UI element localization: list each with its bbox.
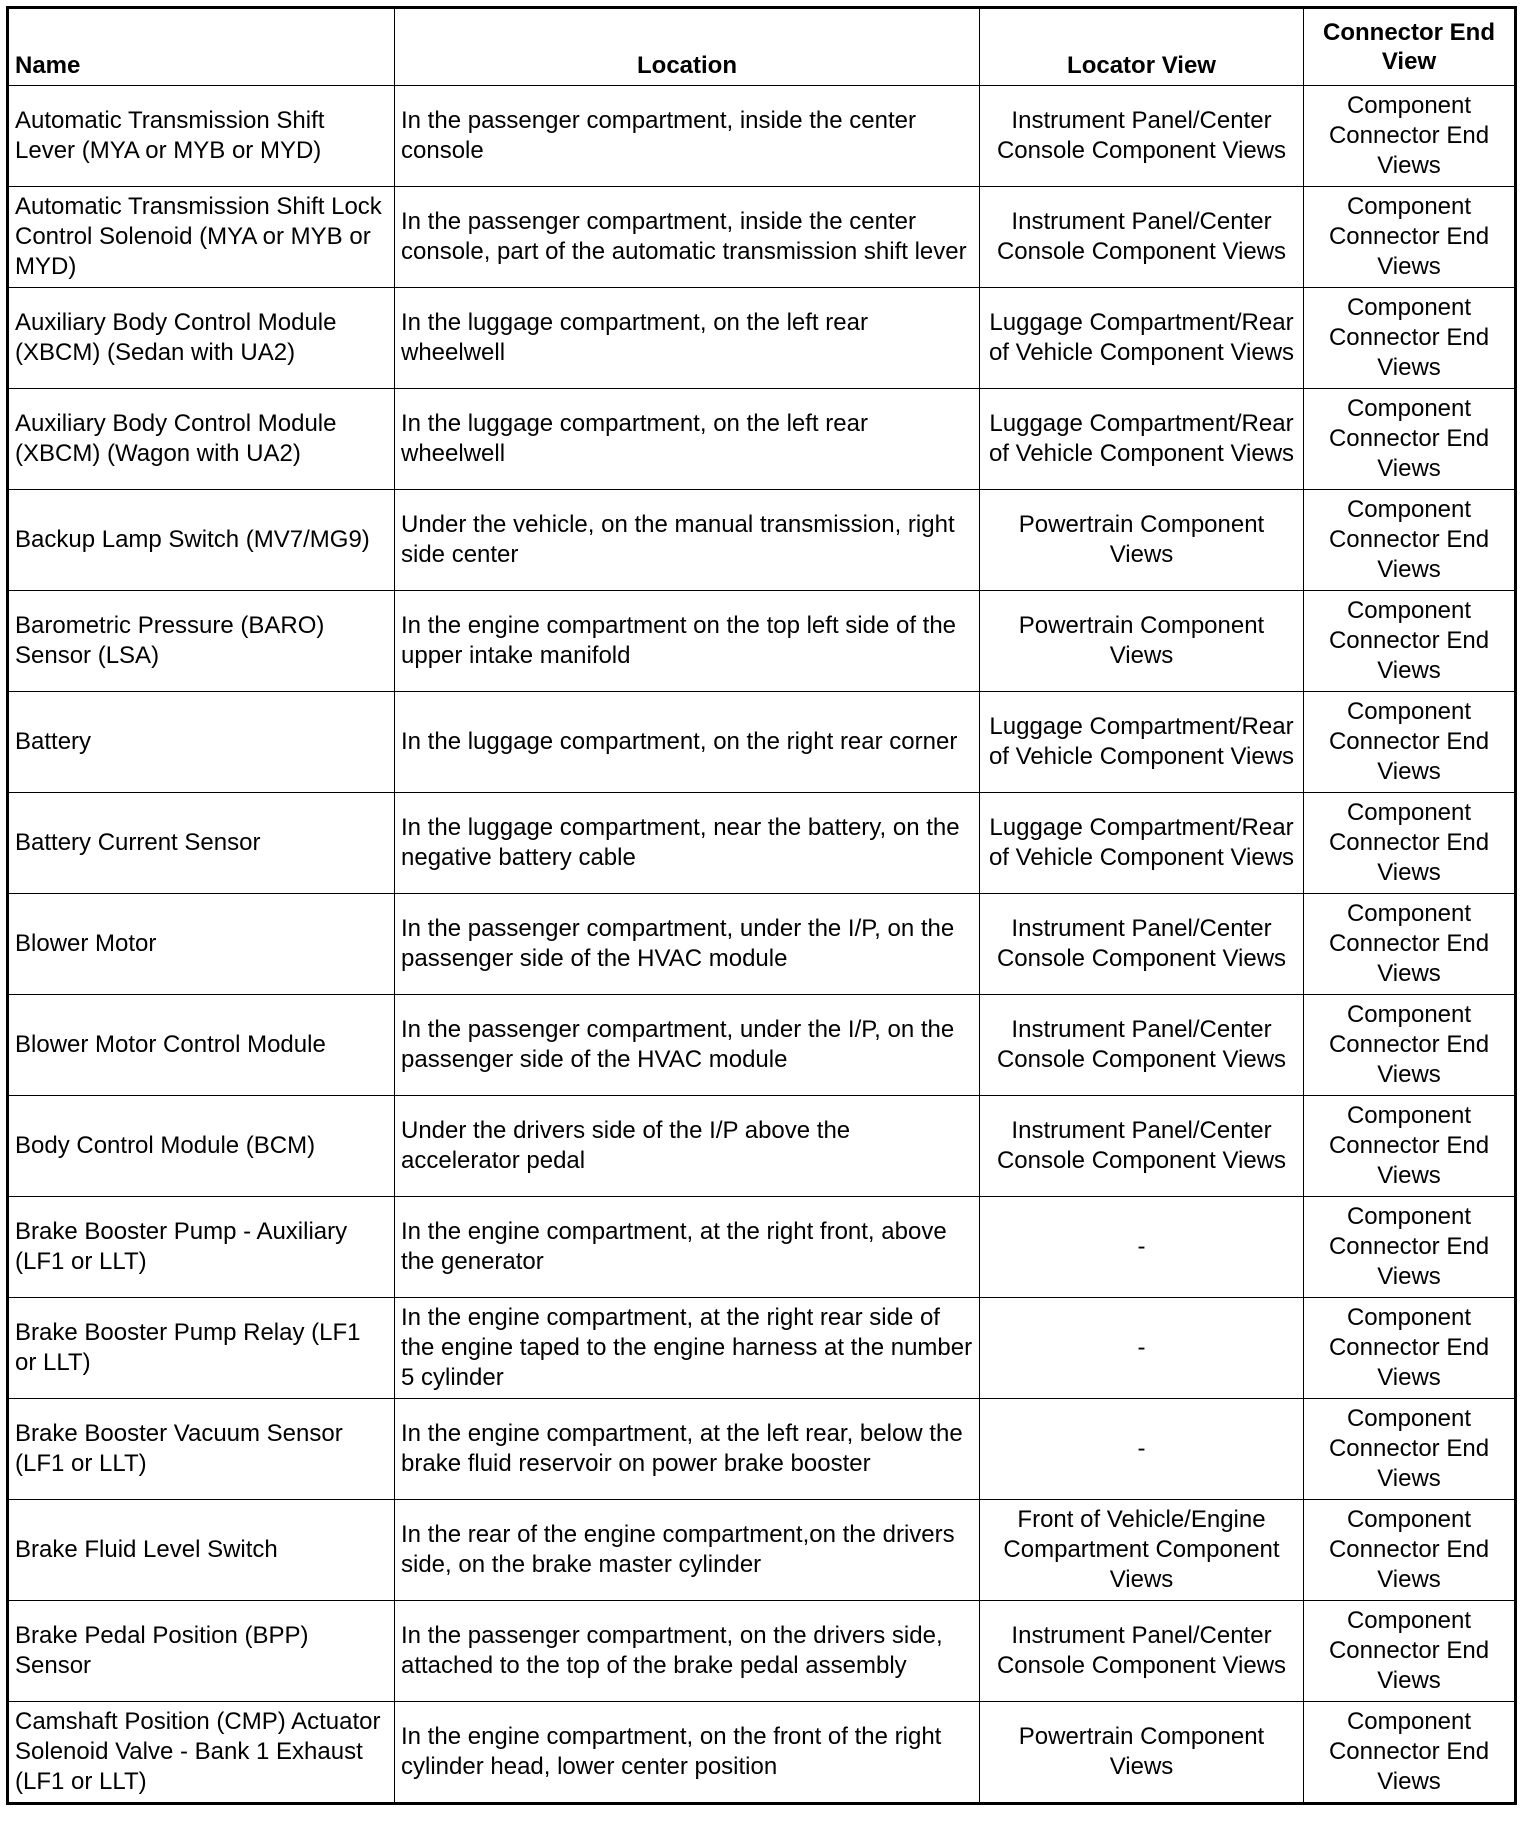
table-row [8, 1096, 1516, 1197]
cell-location: In the passenger compartment, inside the center console [395, 86, 980, 187]
cell-name: Auxiliary Body Control Module (XBCM) (Sedan with UA2) [8, 288, 395, 389]
cell-location: In the luggage compartment, on the right rear corner [395, 692, 980, 793]
header-row [8, 8, 1516, 86]
cell-name: Backup Lamp Switch (MV7/MG9) [8, 490, 395, 591]
cell-connector-end-view: Component Connector End Views [1304, 86, 1516, 187]
header-connector-end-view: Connector End View [1304, 8, 1516, 86]
table-row [8, 894, 1516, 995]
cell-name: Automatic Transmission Shift Lever (MYA or MYB or MYD) [8, 86, 395, 187]
cell-name: Brake Fluid Level Switch [8, 1500, 395, 1601]
cell-connector-end-view: Component Connector End Views [1304, 1702, 1516, 1804]
table-row [8, 86, 1516, 187]
cell-locator-view: Instrument Panel/Center Console Component Views [980, 1096, 1304, 1197]
cell-location: In the luggage compartment, on the left rear wheelwell [395, 288, 980, 389]
table-row [8, 1601, 1516, 1702]
cell-locator-view: Powertrain Component Views [980, 1702, 1304, 1804]
cell-location: In the passenger compartment, under the I/P, on the passenger side of the HVAC module [395, 995, 980, 1096]
cell-location: Under the vehicle, on the manual transmission, right side center [395, 490, 980, 591]
table-row [8, 995, 1516, 1096]
cell-connector-end-view: Component Connector End Views [1304, 1601, 1516, 1702]
cell-locator-view: Instrument Panel/Center Console Component Views [980, 187, 1304, 288]
cell-name: Battery [8, 692, 395, 793]
cell-locator-view: Powertrain Component Views [980, 490, 1304, 591]
cell-name: Brake Booster Pump - Auxiliary (LF1 or LLT) [8, 1197, 395, 1298]
cell-location: In the passenger compartment, under the I/P, on the passenger side of the HVAC module [395, 894, 980, 995]
cell-locator-view: Luggage Compartment/Rear of Vehicle Component Views [980, 288, 1304, 389]
table-row [8, 389, 1516, 490]
cell-locator-view: - [980, 1298, 1304, 1399]
cell-connector-end-view: Component Connector End Views [1304, 995, 1516, 1096]
cell-connector-end-view: Component Connector End Views [1304, 591, 1516, 692]
cell-location: In the passenger compartment, on the drivers side, attached to the top of the brake pedal assembly [395, 1601, 980, 1702]
cell-connector-end-view: Component Connector End Views [1304, 490, 1516, 591]
cell-connector-end-view: Component Connector End Views [1304, 1096, 1516, 1197]
cell-locator-view: Instrument Panel/Center Console Component Views [980, 995, 1304, 1096]
cell-name: Camshaft Position (CMP) Actuator Solenoid Valve - Bank 1 Exhaust (LF1 or LLT) [8, 1702, 395, 1804]
cell-location: In the luggage compartment, on the left rear wheelwell [395, 389, 980, 490]
cell-locator-view: - [980, 1197, 1304, 1298]
table-row [8, 187, 1516, 288]
component-locator-table [6, 6, 1517, 1805]
cell-name: Brake Booster Pump Relay (LF1 or LLT) [8, 1298, 395, 1399]
table-row [8, 591, 1516, 692]
cell-connector-end-view: Component Connector End Views [1304, 187, 1516, 288]
cell-locator-view: Front of Vehicle/Engine Compartment Component Views [980, 1500, 1304, 1601]
cell-location: In the passenger compartment, inside the center console, part of the automatic transmission shift lever [395, 187, 980, 288]
cell-locator-view: - [980, 1399, 1304, 1500]
cell-location: In the engine compartment, at the left rear, below the brake fluid reservoir on power brake booster [395, 1399, 980, 1500]
cell-name: Body Control Module (BCM) [8, 1096, 395, 1197]
cell-locator-view: Luggage Compartment/Rear of Vehicle Component Views [980, 389, 1304, 490]
cell-locator-view: Luggage Compartment/Rear of Vehicle Component Views [980, 692, 1304, 793]
cell-name: Battery Current Sensor [8, 793, 395, 894]
cell-location: In the engine compartment, at the right rear side of the engine taped to the engine harness at the number 5 cylinder [395, 1298, 980, 1399]
cell-location: In the rear of the engine compartment,on the drivers side, on the brake master cylinder [395, 1500, 980, 1601]
table-row [8, 793, 1516, 894]
cell-name: Blower Motor Control Module [8, 995, 395, 1096]
table-row [8, 490, 1516, 591]
cell-name: Auxiliary Body Control Module (XBCM) (Wagon with UA2) [8, 389, 395, 490]
table-row [8, 1702, 1516, 1804]
cell-connector-end-view: Component Connector End Views [1304, 894, 1516, 995]
cell-name: Blower Motor [8, 894, 395, 995]
cell-connector-end-view: Component Connector End Views [1304, 1298, 1516, 1399]
table-row [8, 1197, 1516, 1298]
table-row [8, 1500, 1516, 1601]
cell-connector-end-view: Component Connector End Views [1304, 1399, 1516, 1500]
cell-connector-end-view: Component Connector End Views [1304, 1197, 1516, 1298]
table-body [8, 86, 1516, 1804]
header-location: Location [395, 8, 980, 86]
cell-connector-end-view: Component Connector End Views [1304, 389, 1516, 490]
cell-locator-view: Powertrain Component Views [980, 591, 1304, 692]
cell-location: In the engine compartment, on the front of the right cylinder head, lower center position [395, 1702, 980, 1804]
table-row [8, 1399, 1516, 1500]
table-row [8, 692, 1516, 793]
table-row [8, 288, 1516, 389]
header-locator-view: Locator View [980, 8, 1304, 86]
cell-name: Brake Booster Vacuum Sensor (LF1 or LLT) [8, 1399, 395, 1500]
cell-connector-end-view: Component Connector End Views [1304, 692, 1516, 793]
cell-connector-end-view: Component Connector End Views [1304, 288, 1516, 389]
cell-location: Under the drivers side of the I/P above the accelerator pedal [395, 1096, 980, 1197]
cell-location: In the engine compartment, at the right front, above the generator [395, 1197, 980, 1298]
cell-locator-view: Instrument Panel/Center Console Component Views [980, 1601, 1304, 1702]
cell-location: In the luggage compartment, near the battery, on the negative battery cable [395, 793, 980, 894]
cell-locator-view: Luggage Compartment/Rear of Vehicle Component Views [980, 793, 1304, 894]
table-row [8, 1298, 1516, 1399]
cell-name: Automatic Transmission Shift Lock Control Solenoid (MYA or MYB or MYD) [8, 187, 395, 288]
cell-connector-end-view: Component Connector End Views [1304, 793, 1516, 894]
cell-name: Brake Pedal Position (BPP) Sensor [8, 1601, 395, 1702]
cell-name: Barometric Pressure (BARO) Sensor (LSA) [8, 591, 395, 692]
cell-locator-view: Instrument Panel/Center Console Component Views [980, 894, 1304, 995]
cell-connector-end-view: Component Connector End Views [1304, 1500, 1516, 1601]
cell-locator-view: Instrument Panel/Center Console Component Views [980, 86, 1304, 187]
header-name: Name [8, 8, 395, 86]
cell-location: In the engine compartment on the top left side of the upper intake manifold [395, 591, 980, 692]
